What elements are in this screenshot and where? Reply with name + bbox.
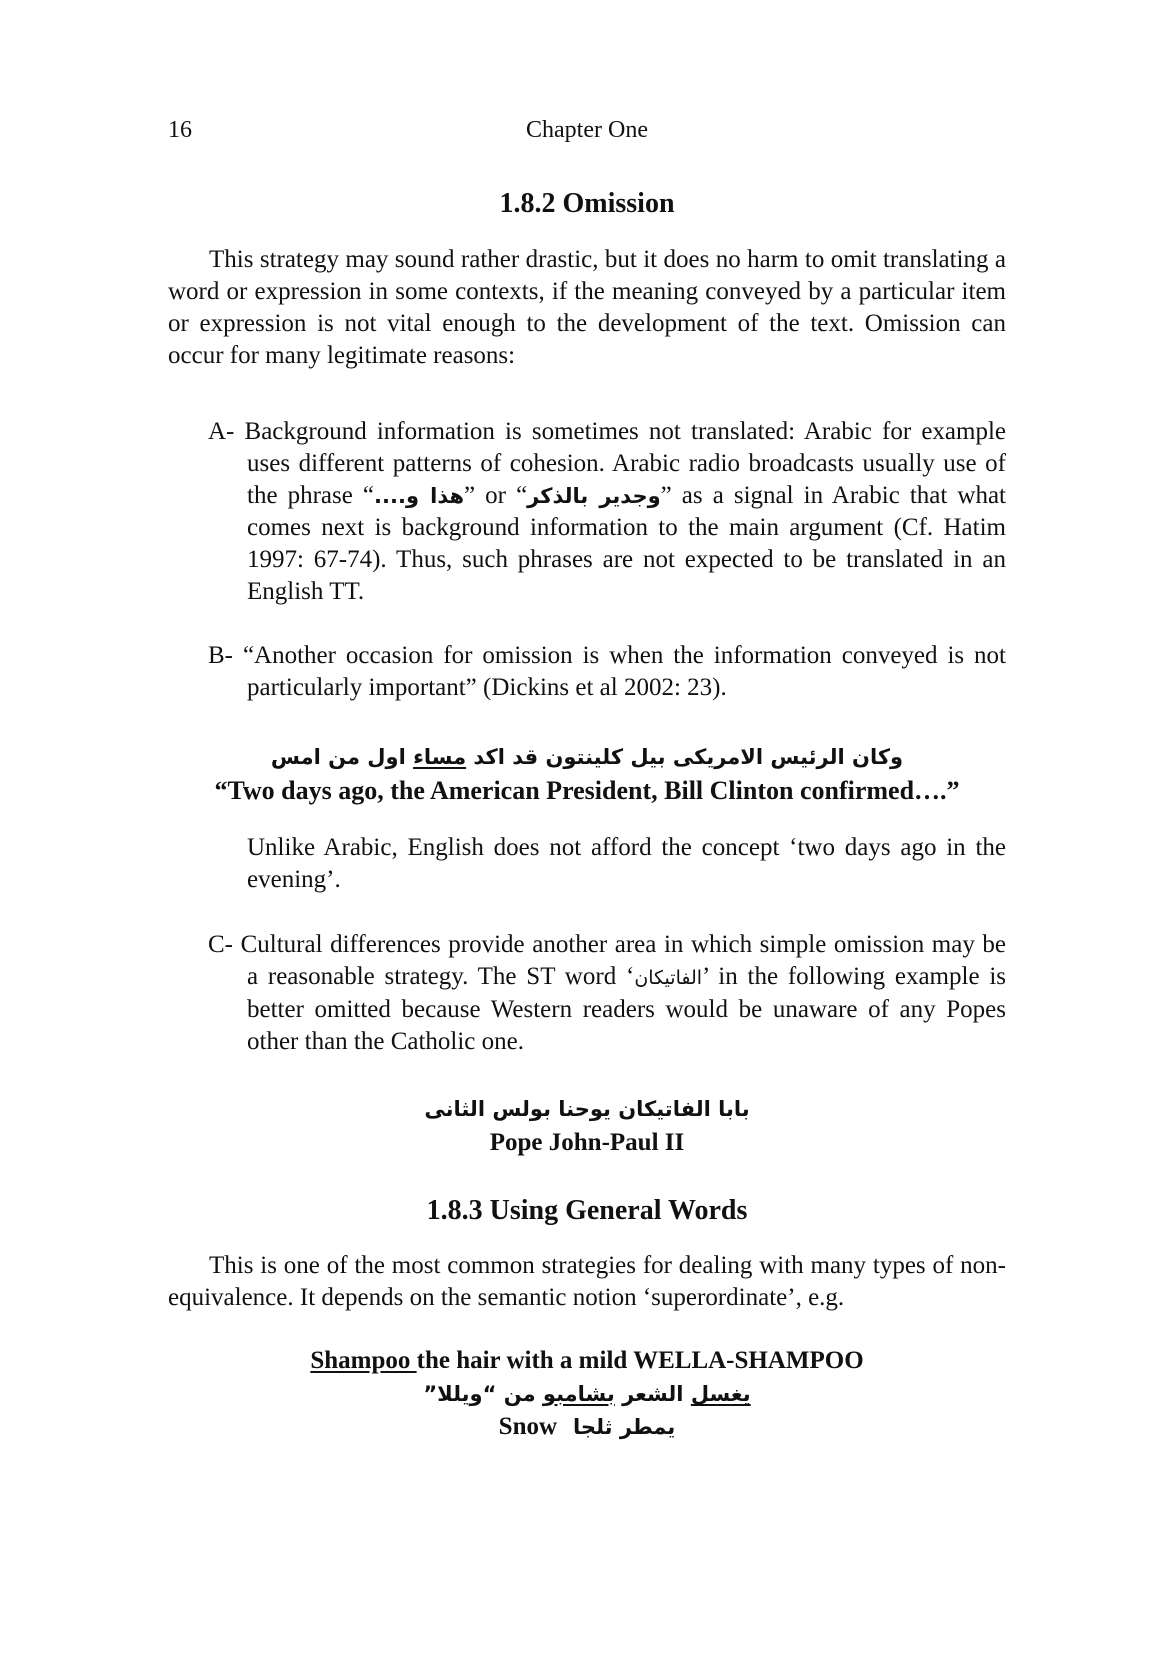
- shampoo-underlined: Shampoo: [310, 1347, 417, 1374]
- example-b-arabic-part-2: اول من امس: [270, 745, 414, 769]
- item-a-arabic-phrase-1: هذا و....: [374, 484, 465, 508]
- item-b-paragraph: [208, 640, 1006, 704]
- omission-intro-paragraph: This strategy may sound rather drastic, but it does no harm to omit translating a word or expression in some contexts, if the meaning conveyed by a particular item or expression is not vital enough to the development of the text. Omission can occur for many legitimate reasons:: [168, 246, 1006, 369]
- running-header: [168, 117, 1006, 151]
- general-words-intro-paragraph: This is one of the most common strategies for dealing with many types of non-equivalence. It depends on the semantic notion ‘superordinate’, e.g.: [168, 1252, 1006, 1311]
- item-a-label: A-: [208, 418, 235, 445]
- item-a-paragraph: [208, 416, 1006, 608]
- example-snow-line: [168, 1410, 1006, 1444]
- section-heading-omission: 1.8.2 Omission: [499, 188, 675, 219]
- shampoo-arabic-part-2: الشعر: [614, 1382, 691, 1406]
- item-c-label: C-: [208, 931, 233, 958]
- shampoo-arabic-noun: بشامبو: [542, 1382, 615, 1406]
- example-b-english: “Two days ago, the American President, Bill Clinton confirmed….”: [214, 776, 960, 805]
- item-c-text-1: Cultural differences provide another area in which simple omission may be a reasonable strategy. The ST word ‘: [240, 931, 1007, 990]
- shampoo-arabic-verb: يغسل: [690, 1382, 751, 1406]
- chapter-title: Chapter One: [526, 117, 648, 143]
- item-a-text-1: Background information is sometimes not translated: Arabic for example uses different patterns of cohesion. Arabic radio broadcasts usually use of the phrase “: [244, 418, 1006, 509]
- item-c-paragraph: [208, 929, 1006, 1058]
- example-b-block: [168, 740, 1006, 808]
- example-general-words-block: [168, 1344, 1006, 1444]
- snow-english: Snow: [498, 1413, 558, 1440]
- note-b-paragraph: Unlike Arabic, English does not afford the concept ‘two days ago in the evening’.: [247, 834, 1006, 893]
- example-c-block: [168, 1092, 1006, 1160]
- item-b-text: “Another occasion for omission is when the information conveyed is not particularly important” (Dickins et al 2002: 23).: [242, 642, 1007, 701]
- item-b-label: B-: [208, 642, 233, 669]
- item-a-arabic-phrase-2: وجدير بالذكر: [527, 484, 661, 508]
- item-a-text-3: ” as a signal in Arabic that what comes next is background information to the main argument (Cf. Hatim 1997: 67-74). Thus, such phrases are not expected to be translated in an English TT.: [247, 482, 1007, 605]
- example-b-arabic: [168, 740, 1006, 774]
- shampoo-arabic-part-4: من “ويللا”: [423, 1382, 543, 1406]
- example-b-arabic-underlined: مساء: [413, 745, 467, 769]
- page-number: 16: [168, 117, 192, 143]
- example-c-arabic: بابا الفاتيكان يوحنا بولس الثانى: [424, 1097, 750, 1121]
- snow-arabic: يمطر ثلجا: [573, 1415, 676, 1439]
- shampoo-rest: the hair with a mild WELLA-SHAMPOO: [416, 1347, 864, 1374]
- item-c-arabic-word: الفاتيكان: [634, 967, 703, 989]
- example-c-english: Pope John-Paul II: [489, 1129, 685, 1156]
- item-a-text-2: ” or “: [464, 482, 528, 509]
- section-heading-general-words: 1.8.3 Using General Words: [426, 1195, 748, 1226]
- item-c-text-2: ’ in the following example is better omitted because Western readers would be unaware of any Popes other than the Catholic one.: [247, 963, 1007, 1055]
- example-b-arabic-part-1: وكان الرئيس الامريكى بيل كلينتون قد اكد: [466, 745, 904, 769]
- example-shampoo-english: [168, 1344, 1006, 1378]
- example-shampoo-arabic: [168, 1378, 1006, 1410]
